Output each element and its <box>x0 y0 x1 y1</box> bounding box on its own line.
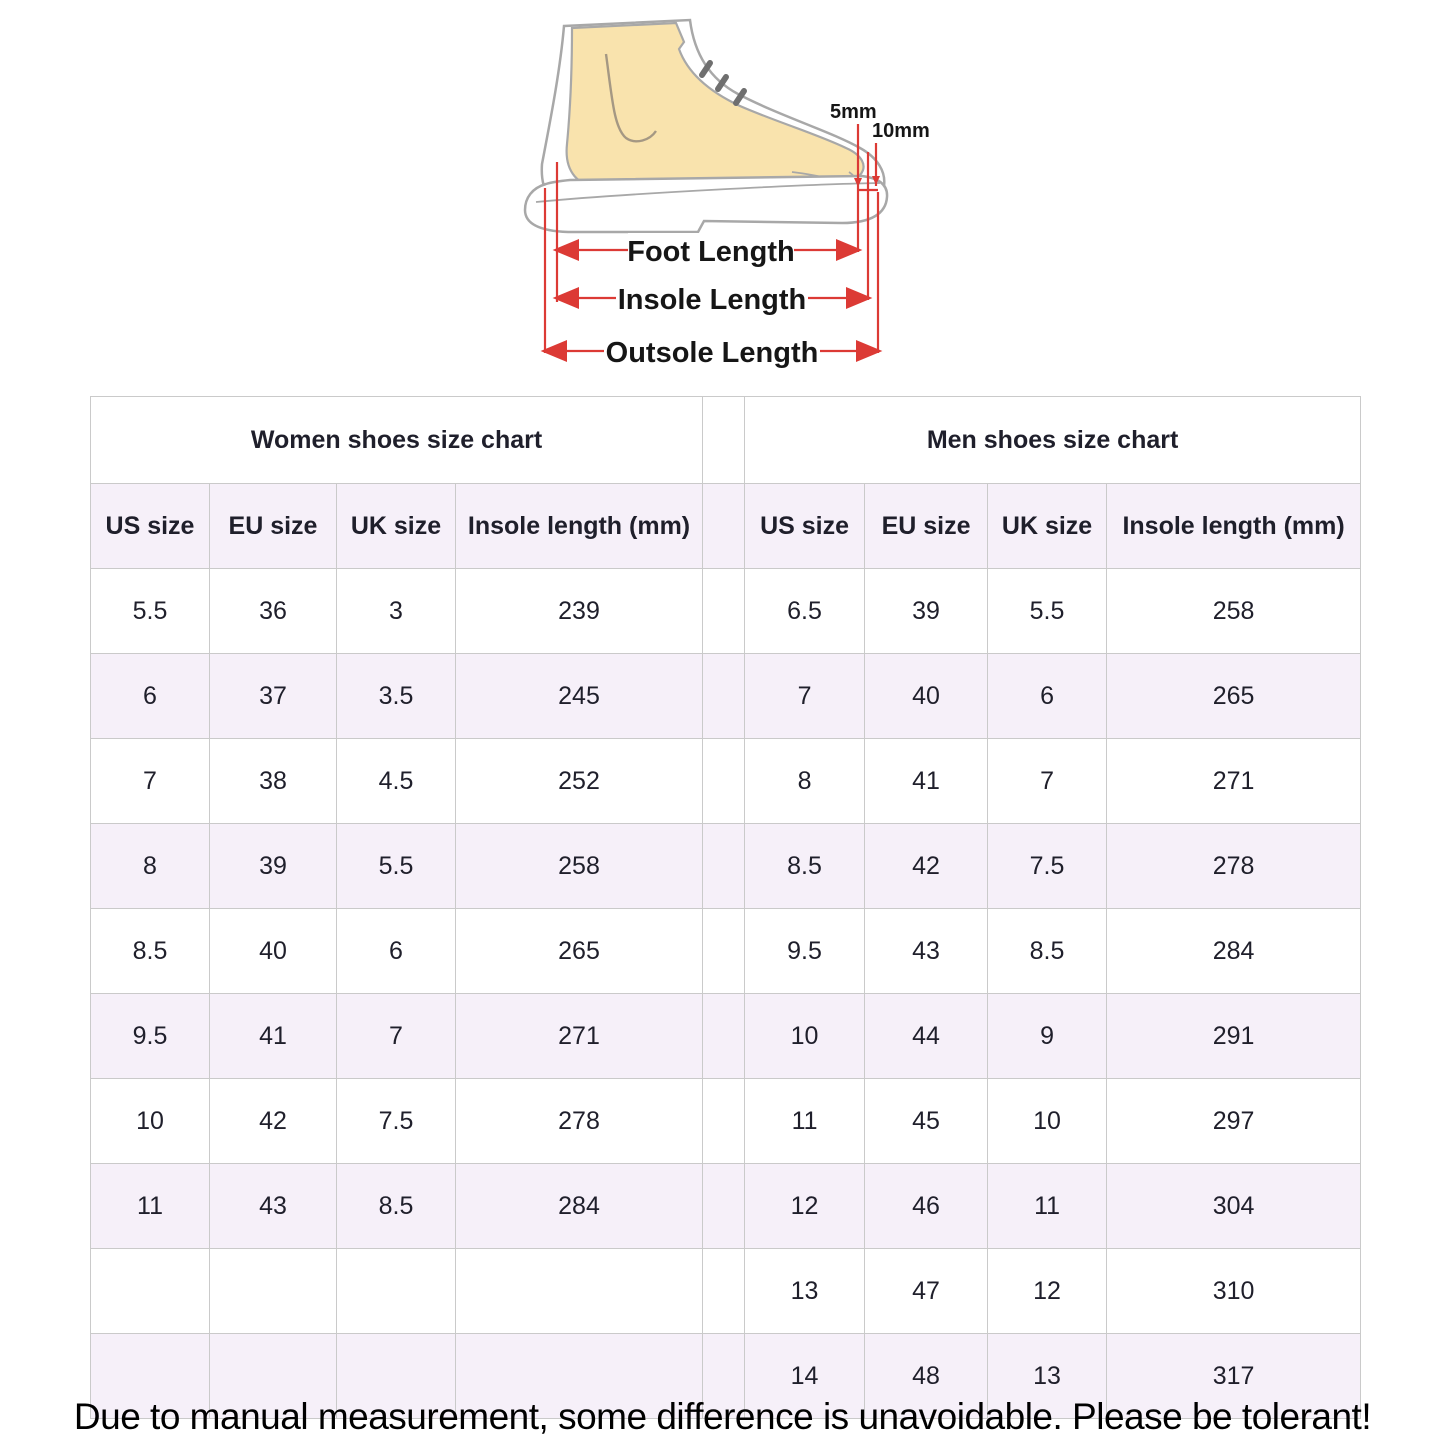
size-cell: 7 <box>91 739 210 824</box>
size-cell: 7 <box>745 654 865 739</box>
size-cell: 7.5 <box>337 1079 456 1164</box>
size-cell: 297 <box>1107 1079 1361 1164</box>
size-cell: 9.5 <box>91 994 210 1079</box>
size-cell: 245 <box>456 654 703 739</box>
size-cell: 48 <box>865 1334 988 1419</box>
size-cell: 9 <box>988 994 1107 1079</box>
men-col-uk: UK size <box>988 484 1107 569</box>
men-col-insole: Insole length (mm) <box>1107 484 1361 569</box>
insole-length-label: Insole Length <box>617 284 807 316</box>
size-cell <box>91 1249 210 1334</box>
size-row <box>91 994 1361 1079</box>
size-cell: 13 <box>988 1334 1107 1419</box>
table-gap-cell <box>703 569 745 654</box>
outsole-length-label: Outsole Length <box>605 337 819 369</box>
size-cell: 8.5 <box>337 1164 456 1249</box>
size-cell: 39 <box>865 569 988 654</box>
women-col-us: US size <box>91 484 210 569</box>
shoe-measurement-diagram <box>512 12 932 372</box>
size-cell: 38 <box>210 739 337 824</box>
size-cell: 43 <box>210 1164 337 1249</box>
women-col-insole: Insole length (mm) <box>456 484 703 569</box>
men-col-eu: EU size <box>865 484 988 569</box>
table-gap-cell <box>703 739 745 824</box>
size-cell: 291 <box>1107 994 1361 1079</box>
size-cell: 8.5 <box>988 909 1107 994</box>
size-cell: 11 <box>91 1164 210 1249</box>
size-cell: 45 <box>865 1079 988 1164</box>
men-table-title: Men shoes size chart <box>745 397 1361 484</box>
table-gap-cell <box>703 824 745 909</box>
size-cell: 36 <box>210 569 337 654</box>
size-cell: 11 <box>988 1164 1107 1249</box>
size-row <box>91 824 1361 909</box>
size-cell: 42 <box>865 824 988 909</box>
size-row <box>91 654 1361 739</box>
offset-10mm-label: 10mm <box>872 120 930 142</box>
size-cell: 42 <box>210 1079 337 1164</box>
table-gap-cell <box>703 1079 745 1164</box>
size-row <box>91 739 1361 824</box>
offset-5mm-label: 5mm <box>830 101 877 123</box>
size-cell: 46 <box>865 1164 988 1249</box>
size-cell: 3.5 <box>337 654 456 739</box>
size-cell: 37 <box>210 654 337 739</box>
size-cell: 8.5 <box>91 909 210 994</box>
foot-length-label: Foot Length <box>627 236 795 268</box>
size-cell: 265 <box>1107 654 1361 739</box>
table-gap-cell <box>703 484 745 569</box>
size-cell: 4.5 <box>337 739 456 824</box>
size-cell: 12 <box>988 1249 1107 1334</box>
size-cell: 278 <box>456 1079 703 1164</box>
size-cell: 40 <box>210 909 337 994</box>
size-cell: 258 <box>456 824 703 909</box>
size-cell: 43 <box>865 909 988 994</box>
size-cell <box>210 1249 337 1334</box>
women-col-uk: UK size <box>337 484 456 569</box>
size-row <box>91 1249 1361 1334</box>
size-cell <box>456 1249 703 1334</box>
size-cell: 40 <box>865 654 988 739</box>
size-cell: 47 <box>865 1249 988 1334</box>
measurement-disclaimer: Due to manual measurement, some difference is unavoidable. Please be tolerant! <box>73 1396 1372 1437</box>
size-cell: 6 <box>988 654 1107 739</box>
size-cell: 258 <box>1107 569 1361 654</box>
size-cell: 39 <box>210 824 337 909</box>
size-cell: 10 <box>988 1079 1107 1164</box>
size-cell: 6.5 <box>745 569 865 654</box>
size-cell: 6 <box>91 654 210 739</box>
foot-skin <box>567 23 864 191</box>
size-cell: 317 <box>1107 1334 1361 1419</box>
size-cell: 6 <box>337 909 456 994</box>
table-header-row <box>91 484 1361 569</box>
size-cell: 10 <box>91 1079 210 1164</box>
size-cell: 13 <box>745 1249 865 1334</box>
table-gap-cell <box>703 994 745 1079</box>
table-gap-cell <box>703 654 745 739</box>
size-cell: 284 <box>1107 909 1361 994</box>
men-col-us: US size <box>745 484 865 569</box>
size-cell: 265 <box>456 909 703 994</box>
table-gap-cell <box>703 909 745 994</box>
size-cell: 3 <box>337 569 456 654</box>
size-cell: 271 <box>1107 739 1361 824</box>
table-gap-cell <box>703 397 745 484</box>
size-cell: 7 <box>988 739 1107 824</box>
table-title-row <box>91 397 1361 484</box>
size-cell: 41 <box>210 994 337 1079</box>
size-cell: 8.5 <box>745 824 865 909</box>
size-cell: 9.5 <box>745 909 865 994</box>
size-cell: 7 <box>337 994 456 1079</box>
size-row <box>91 1079 1361 1164</box>
shoe-size-table <box>90 396 1361 1419</box>
size-cell: 278 <box>1107 824 1361 909</box>
size-cell <box>337 1249 456 1334</box>
size-cell: 12 <box>745 1164 865 1249</box>
size-cell: 44 <box>865 994 988 1079</box>
size-cell: 304 <box>1107 1164 1361 1249</box>
size-cell: 14 <box>745 1334 865 1419</box>
women-col-eu: EU size <box>210 484 337 569</box>
table-gap-cell <box>703 1249 745 1334</box>
size-cell: 239 <box>456 569 703 654</box>
table-gap-cell <box>703 1164 745 1249</box>
size-cell: 10 <box>745 994 865 1079</box>
shoe-diagram-svg <box>512 12 932 372</box>
size-cell: 11 <box>745 1079 865 1164</box>
size-row <box>91 1164 1361 1249</box>
size-row <box>91 569 1361 654</box>
size-cell: 271 <box>456 994 703 1079</box>
size-cell: 8 <box>91 824 210 909</box>
size-rows <box>91 569 1361 1419</box>
size-cell: 284 <box>456 1164 703 1249</box>
size-cell: 7.5 <box>988 824 1107 909</box>
size-cell: 8 <box>745 739 865 824</box>
size-cell: 41 <box>865 739 988 824</box>
size-row <box>91 909 1361 994</box>
women-table-title: Women shoes size chart <box>91 397 703 484</box>
size-cell: 5.5 <box>988 569 1107 654</box>
size-cell: 5.5 <box>91 569 210 654</box>
size-cell: 5.5 <box>337 824 456 909</box>
size-cell: 310 <box>1107 1249 1361 1334</box>
size-cell: 252 <box>456 739 703 824</box>
